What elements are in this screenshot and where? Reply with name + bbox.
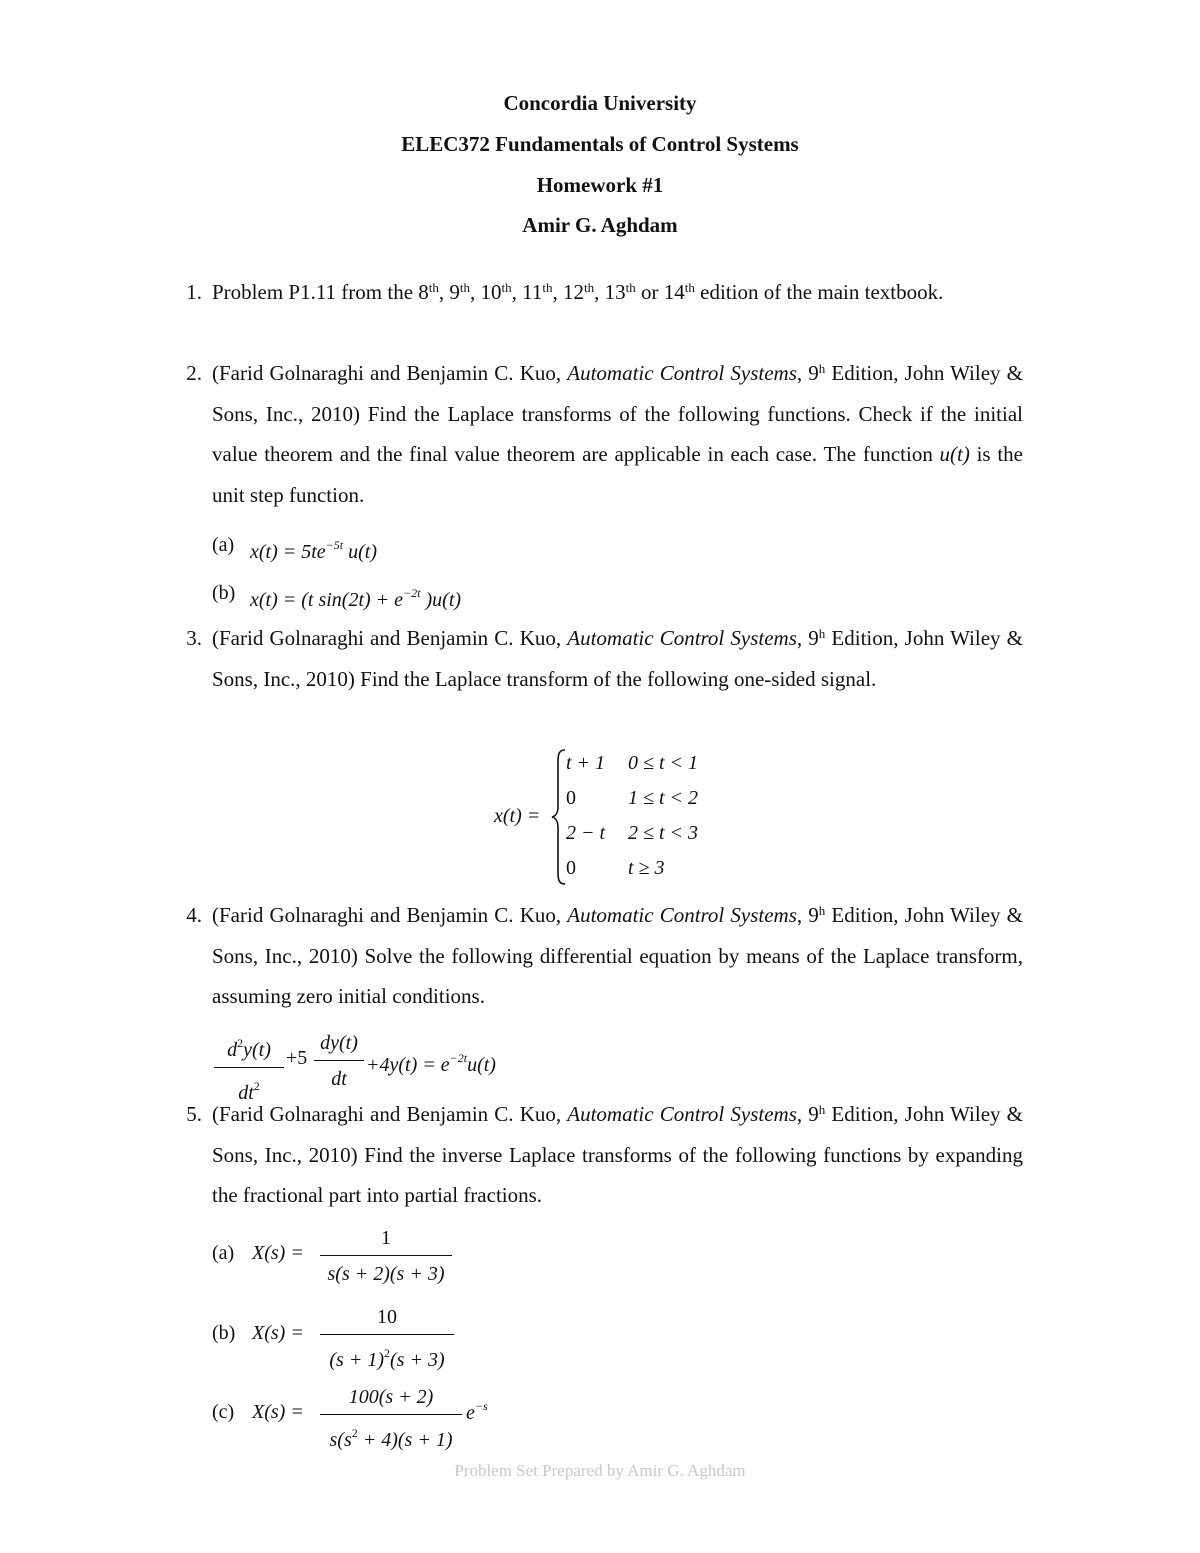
document-page: Concordia University ELEC372 Fundamentals of Control Systems Homework #1 Amir G. Aghdam 1. Problem P1.11 from the 8th, 9th, 10th, 11th, 12th, 13th or 14th edition of the main textbook. 2. (Farid Golnaraghi and Benjamin C. Kuo, Automatic Control Systems, 9$^h$ Edition, John Wiley & Sons, Inc., 2010) Find the Laplace transforms of the following functions. Check if the initial value theorem and the final value theorem are applicable in each case. The function u(t) is the unit step function. (a) $x(t) = 5te^{-5t}$ u(t) (b) x(t) = (t $\sin(2t) + e^{-2t}$ )u(t) 3. (Farid Golnaraghi and Benjamin C. Kuo, Automatic Control Systems, 9$^h$ Edition, John Wiley & Sons, Inc., 2010) Find the Laplace transform of the following one-sided signal. x(t) = t + 1 0 ≤ t < 1 0 1 ≤ t < 2 2 − t 2 ≤ t < 3 0 t ≥ 3 4. (Farid Golnaraghi and Benjamin C. Kuo, Automatic Control Systems, 9$^h$ Edition, John Wiley & Sons, Inc., 2010) Solve the following differential equation by means of the Laplace transform, assuming zero initial conditions. $d^2y(t)$ $dt^2$ +5 dy(t) dt $+4y(t) = e^{-2t}u(t)$ 5. (Farid Golnaraghi and Benjamin C. Kuo, Automatic Control Systems, 9$^h$ Edition, John Wiley & Sons, Inc., 2010) Find the inverse Laplace transforms of the following functions by expanding the fractional part into partial fractions. (a) X(s) = 1 s(s + 2)(s + 3) (b) X(s) = 10 $(s + 1)^2(s + 3)$ (c) X(s) = 100(s + 2) $s(s^2 + 4)(s + 1)$ $e^{-s}$ Problem Set Prepared by Amir G. Aghdam (0, 0, 1200, 1553)
problem-number: 3. (186, 626, 202, 650)
fraction: 1 s(s + 2)(s + 3) (320, 1225, 452, 1287)
problem-number: 1. (186, 280, 202, 304)
course-title: ELEC372 Fundamentals of Control Systems (401, 132, 799, 156)
book-title: Automatic Control Systems (567, 626, 797, 650)
fraction: 10 $(s + 1)^2(s + 3)$ (320, 1304, 454, 1373)
problem-number: 2. (186, 361, 202, 385)
problem-text: (Farid Golnaraghi and Benjamin C. Kuo, Automatic Control Systems, 9$^h$ Edition, John Wiley & Sons, Inc., 2010) Find the Laplace transforms of the following functions. Check if the initial value theorem and the final value theorem are applicable in each case. The function u(t) is the unit step function. (212, 361, 1024, 507)
problem-number: 5. (186, 1102, 202, 1126)
fraction: 100(s + 2) $s(s^2 + 4)(s + 1)$ (320, 1384, 462, 1453)
problem-text: Problem P1.11 from the 8th, 9th, 10th, 11th, 12th, 13th or 14th edition of the main textbook. (212, 280, 944, 304)
university-title: Concordia University (503, 91, 697, 115)
author-name: Amir G. Aghdam (522, 213, 678, 237)
book-title: Automatic Control Systems (567, 1102, 797, 1126)
left-brace-icon (551, 748, 567, 886)
problem-text: (Farid Golnaraghi and Benjamin C. Kuo, Automatic Control Systems, 9$^h$ Edition, John Wiley & Sons, Inc., 2010) Solve the following differential equation by means of the Laplace transform, assuming zero initial conditions. (212, 903, 1024, 1008)
fraction: dy(t) dt (314, 1030, 364, 1092)
page-footer: Problem Set Prepared by Amir G. Aghdam (454, 1461, 746, 1480)
problem-text: (Farid Golnaraghi and Benjamin C. Kuo, Automatic Control Systems, 9$^h$ Edition, John Wiley & Sons, Inc., 2010) Find the Laplace transform of the following one-sided signal. (212, 626, 1024, 691)
book-title: Automatic Control Systems (567, 903, 797, 927)
homework-title: Homework #1 (536, 173, 664, 197)
problem-text: (Farid Golnaraghi and Benjamin C. Kuo, Automatic Control Systems, 9$^h$ Edition, John Wiley & Sons, Inc., 2010) Find the inverse Laplace transforms of the following functions by expanding the fractional part into partial fractions. (212, 1102, 1024, 1207)
book-title: Automatic Control Systems (567, 361, 797, 385)
problem-number: 4. (186, 903, 202, 927)
fraction: $d^2y(t)$ $dt^2$ (214, 1030, 284, 1106)
